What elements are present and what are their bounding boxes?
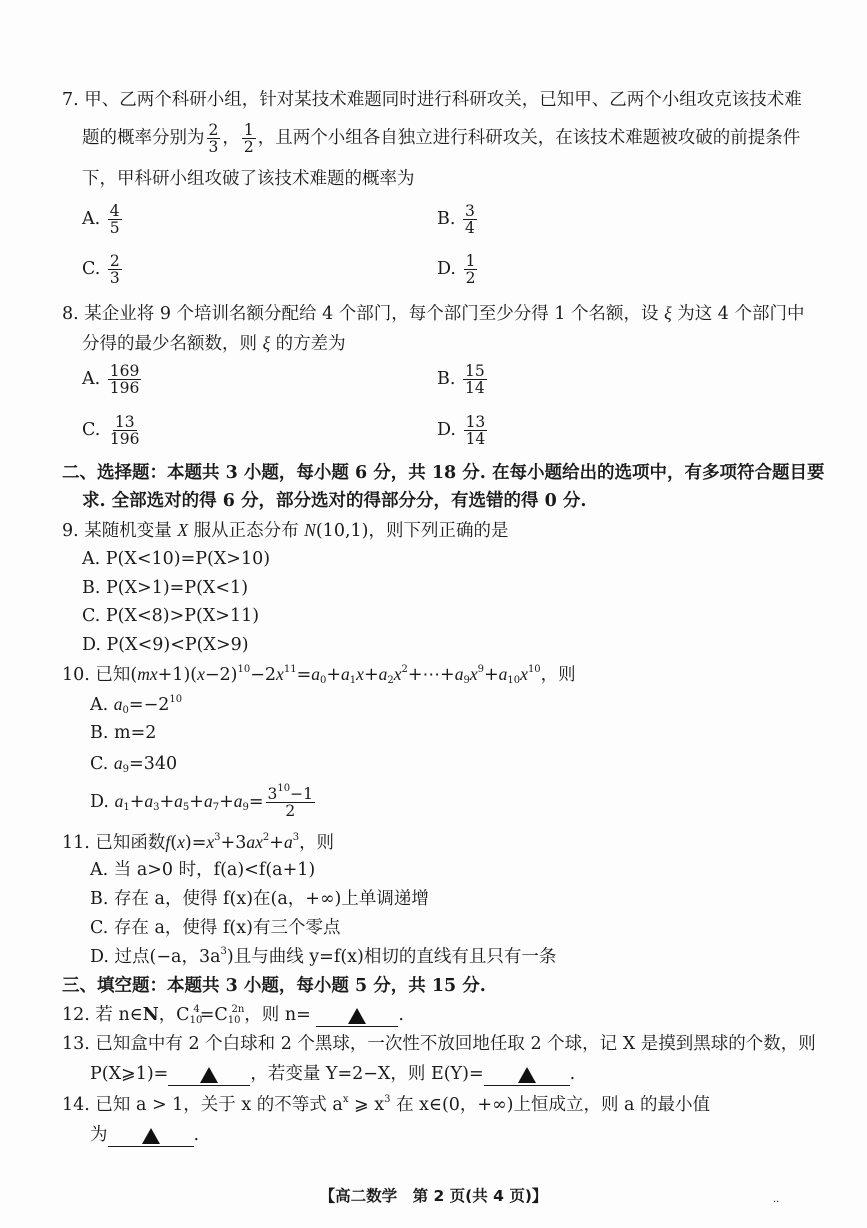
q9-option-c[interactable]: C. P(X<8)>P(X>11) [82, 606, 260, 626]
num: 4 [109, 202, 120, 220]
num: 2 [109, 252, 120, 270]
q9-option-d[interactable]: D. P(X<9)<P(X>9) [82, 635, 249, 655]
q14-stem-line2: 为 . [90, 1125, 200, 1145]
text: 在 x∈(0，+∞)上恒成立，则 a 的最小值 [390, 1095, 711, 1115]
q11-option-a[interactable]: A. 当 a>0 时，f(a)<f(a+1) [90, 860, 316, 880]
q7-option-b[interactable] [437, 200, 479, 238]
q8-option-c[interactable] [82, 411, 144, 449]
num: 1 [243, 121, 254, 139]
num: 2 [208, 121, 219, 139]
section2-heading-line1: 二、选择题：本题共 3 小题，每小题 6 分，共 18 分. 在每小题给出的选项中，有多项符合题目要 [62, 463, 825, 483]
den: 2 [285, 802, 296, 820]
q7-frac-1 [207, 122, 221, 155]
q11-stem: 11. 已知函数$f(x)=x^3+3ax^2+a^3$，则 [62, 832, 335, 853]
text: ，C [158, 1005, 190, 1025]
q8-option-d[interactable] [437, 411, 489, 449]
triangle-icon [348, 1008, 366, 1024]
text: 9. 某随机变量 [62, 521, 178, 541]
num: 15 [465, 362, 485, 380]
text: 12. 若 n∈ [62, 1005, 143, 1025]
q13-stem-line1: 13. 已知盒中有 2 个白球和 2 个黑球，一次性不放回地任取 2 个球，记 X 是摸到黑球的个数，则 [62, 1034, 816, 1054]
label: C. [82, 420, 101, 440]
text: 服从正态分布 [188, 521, 305, 541]
set-n: N [142, 1005, 159, 1025]
q9-option-a[interactable]: A. P(X<10)=P(X>10) [82, 549, 271, 569]
den: 3 [109, 269, 120, 287]
label: D. [90, 792, 109, 812]
den: 196 [109, 430, 140, 448]
q14-stem-line1: 14. 已知 a > 1，关于 x 的不等式 $a^x$ ⩾ $x^3$ 在 x∈(0，+∞)上恒成立，则 a 的最小值 [62, 1094, 711, 1115]
q13-answer-blank-2[interactable] [484, 1065, 570, 1086]
q7-sep: ， [222, 128, 240, 148]
label: A. [82, 209, 101, 229]
den: 196 [109, 379, 140, 397]
text: (10,1)，则下列正确的是 [315, 521, 509, 541]
text: )且与曲线 y=f(x)相切的直线有且只有一条 [226, 947, 557, 967]
xi: ξ [664, 303, 672, 323]
q8-stem-line1 [62, 301, 804, 326]
page-footer: 【高二数学 第 2 页(共 4 页)】 [319, 1187, 548, 1205]
q10-option-c[interactable]: C. $a_9=340$ [90, 753, 178, 775]
text: 的方差为 [275, 334, 346, 354]
q7-stem-line1: 7. 甲、乙两个科研小组，针对某技术难题同时进行科研攻关，已知甲、乙两个小组攻克该技术难 [62, 90, 802, 110]
q7-text: ，且两个小组各自独立进行科研攻关，在该技术难题被攻破的前提条件 [257, 128, 801, 148]
q7-stem-line2 [82, 118, 800, 158]
den: 14 [465, 430, 486, 448]
q11-option-d[interactable]: D. 过点(−a，$3a^3$)且与曲线 y=f(x)相切的直线有且只有一条 [90, 946, 557, 967]
text: 为这 4 个部门中 [677, 304, 805, 324]
label: A. [82, 369, 101, 389]
den: 5 [109, 219, 120, 237]
q10-option-d[interactable]: D. $a_1+a_3+a_5+a_7+a_9=$ $\frac{3^{10}-1}{2}$ [90, 783, 314, 820]
den: 2 [243, 138, 254, 156]
q7-frac-2 [242, 122, 256, 155]
q9-option-b[interactable]: B. P(X>1)=P(X<1) [82, 578, 249, 598]
q13-answer-blank-1[interactable] [168, 1065, 250, 1086]
num: 13 [114, 413, 135, 431]
triangle-icon [518, 1067, 536, 1083]
label: 11. 已知函数 [62, 833, 166, 853]
label: B. [437, 369, 456, 389]
num: 169 [109, 362, 140, 380]
den: 14 [465, 379, 485, 397]
num: 13 [465, 413, 486, 431]
q7-option-d[interactable] [437, 250, 479, 288]
suffix: ，则 [299, 833, 335, 853]
text: 分得的最少名额数，则 [82, 334, 257, 354]
var: N [304, 520, 316, 540]
q12-answer-blank[interactable] [316, 1006, 398, 1027]
q10-option-b[interactable]: B. m=2 [90, 723, 157, 743]
q7-text: 题的概率分别为 [82, 128, 205, 148]
q11-option-c[interactable]: C. 存在 a，使得 f(x)有三个零点 [90, 918, 341, 938]
q8-option-a[interactable] [82, 360, 143, 398]
q14-answer-blank[interactable] [108, 1126, 194, 1147]
text: 为 [90, 1125, 108, 1145]
den: 2 [465, 269, 476, 287]
text: 8. 某企业将 9 个培训名额分配给 4 个部门，每个部门至少分得 1 个名额，设 [62, 304, 659, 324]
label: D. [437, 420, 456, 440]
triangle-icon [200, 1067, 218, 1083]
label: C. [82, 259, 101, 279]
q7-option-c[interactable] [82, 250, 124, 288]
suffix: ，则 [540, 665, 576, 685]
q10-option-a[interactable]: A. $a_0=-2^{10}$ [90, 694, 183, 716]
text: ，若变量 Y=2−X，则 E(Y)= [250, 1064, 484, 1084]
section2-heading-line2: 求. 全部选对的得 6 分，部分选对的得部分分，有选错的得 0 分. [82, 491, 587, 511]
q10-stem: 10. 已知$(mx+1)(x-2)^{10}-2x^{11}=a_0+a_1x+a_2x^2+\cdots+a_9x^9+a_{10}x^{10}$，则 [62, 664, 576, 686]
xi: ξ [262, 333, 271, 353]
section3-heading: 三、填空题：本题共 3 小题，每小题 5 分，共 15 分. [62, 976, 486, 996]
label: D. [437, 259, 456, 279]
q9-stem [62, 518, 508, 543]
q11-option-b[interactable]: B. 存在 a，使得 f(x)在(a，+∞)上单调递增 [90, 889, 429, 909]
text: 14. 已知 a > 1，关于 x 的不等式 a [62, 1095, 343, 1115]
q8-stem-line2 [82, 331, 346, 356]
den: 3 [208, 138, 219, 156]
var: X [177, 520, 189, 540]
label: A. [90, 695, 109, 715]
label: 10. 已知 [62, 665, 131, 685]
q10-d-frac: $\frac{3^{10}-1}{2}$ [267, 783, 314, 820]
text: D. 过点(−a，3a [90, 947, 221, 967]
text: =C [199, 1005, 228, 1025]
q13-stem-line2: P(X⩾1)= ，若变量 Y=2−X，则 E(Y)= . [90, 1064, 576, 1084]
q7-stem-line3: 下，甲科研小组攻破了该技术难题的概率为 [82, 169, 415, 189]
text: P(X⩾1)= [90, 1064, 169, 1084]
num: 3 [465, 202, 475, 220]
label: B. [437, 209, 456, 229]
text: ⩾ x [348, 1095, 385, 1115]
num: 1 [465, 252, 476, 270]
triangle-icon [142, 1128, 160, 1144]
text: ，则 n= [244, 1005, 311, 1025]
num: −1 [290, 785, 314, 803]
den: 4 [465, 219, 475, 237]
q12-stem: 12. 若 n∈N，$C_{10}^4=C_{10}^{2n}$，则 n= . [62, 1004, 404, 1026]
q8-option-b[interactable] [437, 360, 489, 398]
q7-option-a[interactable] [82, 200, 124, 238]
label: C. [90, 754, 109, 774]
scan-dots: .. [773, 1194, 780, 1205]
